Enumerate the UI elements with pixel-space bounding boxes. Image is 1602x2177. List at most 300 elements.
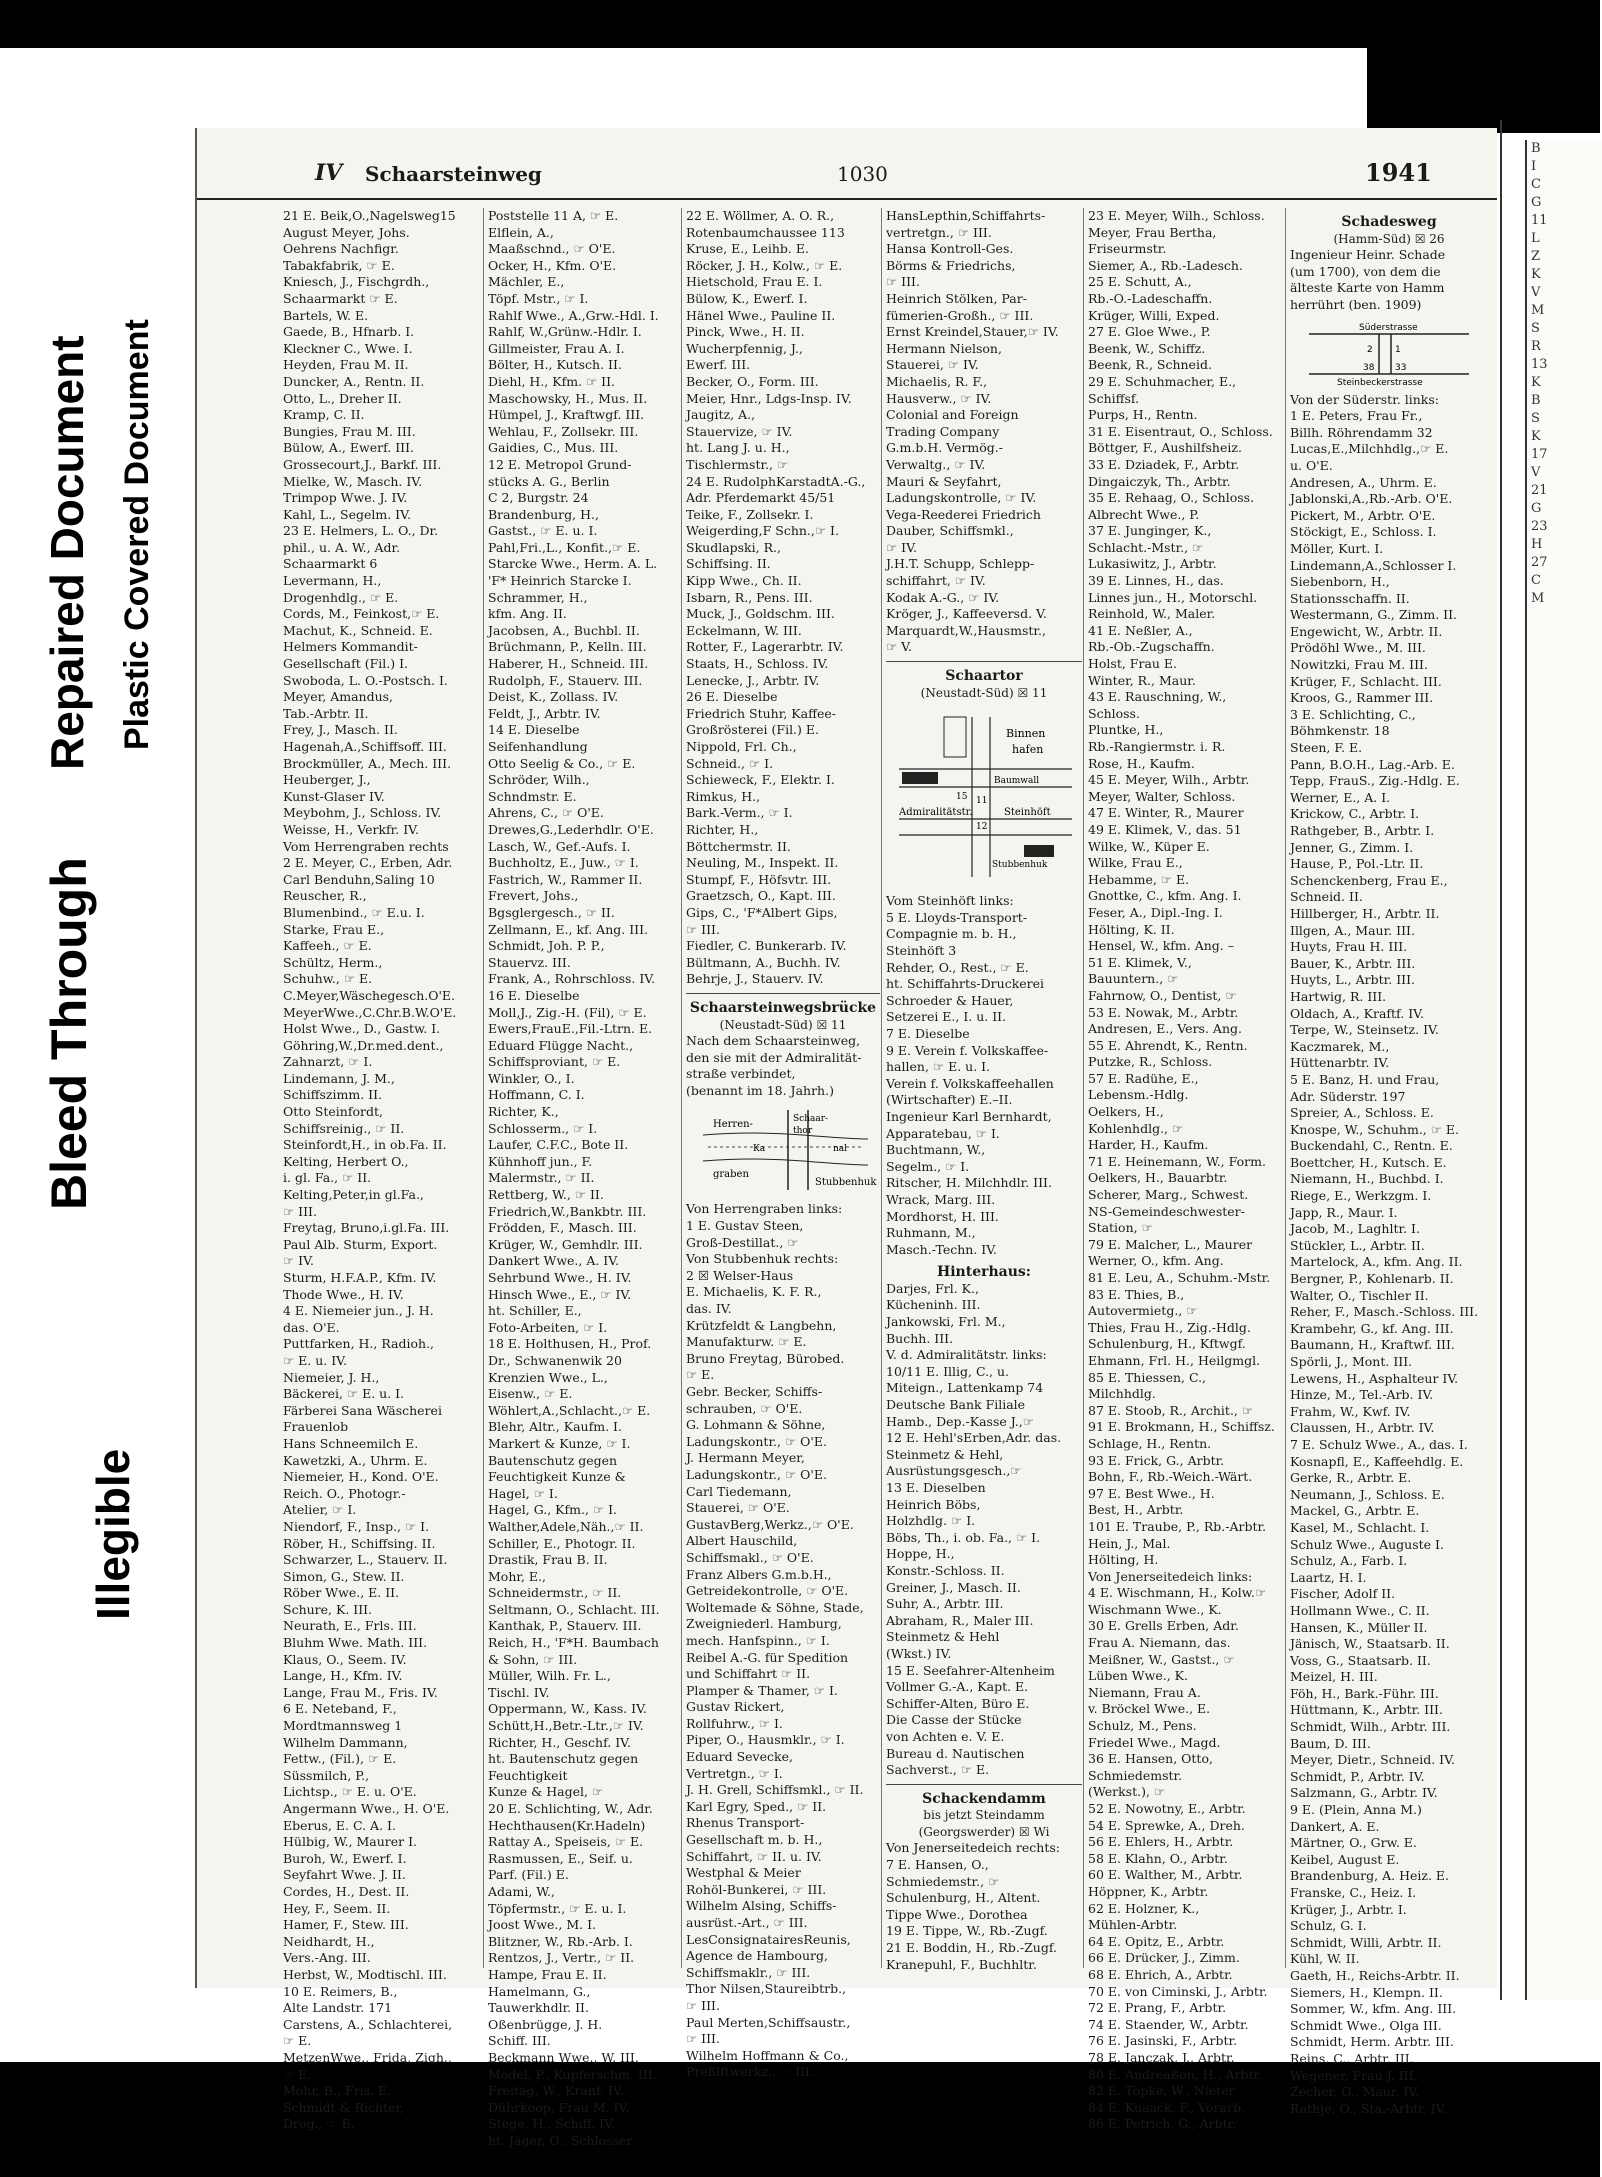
directory-entry: Staats, H., Schloss. IV. [686, 656, 829, 672]
directory-entry: Schenckenberg, Frau E., [1290, 872, 1448, 888]
directory-entry: Wrack, Marg. III. [886, 1191, 996, 1207]
directory-entry: Spörli, J., Mont. III. [1290, 1354, 1413, 1369]
directory-entry: 39 E. Linnes, H., das. [1088, 573, 1224, 589]
edge-fragment: M [1531, 303, 1545, 318]
section-title-schaartor: Schaartor [945, 668, 1023, 685]
directory-entry: Spreier, A., Schloss. E. [1290, 1105, 1434, 1121]
directory-entry: Seltmann, O., Schlacht. III. [488, 1601, 660, 1617]
edge-fragment: G [1531, 195, 1542, 210]
section-number: IV [315, 160, 343, 186]
directory-entry: 51 E. Klimek, V., [1088, 954, 1192, 970]
directory-entry: Kramp, C. II. [283, 407, 365, 423]
directory-entry: Linnes jun., H., Motorschl. [1088, 589, 1258, 605]
directory-entry: 87 E. Stoob, R., Archit., ☞ [1088, 1402, 1254, 1418]
directory-entry: Frauenlob [283, 1419, 349, 1435]
directory-entry: Muck, J., Goldschm. III. [686, 606, 835, 622]
directory-entry: Rasmussen, E., Seif. u. [488, 1850, 633, 1866]
directory-entry: Buchtmann, W., [886, 1142, 986, 1158]
directory-entry: ausrüst.-Art., ☞ III. [686, 1915, 808, 1930]
directory-entry: Diehl, H., Kfm. ☞ II. [488, 373, 616, 389]
directory-entry: Tischl. IV. [488, 1684, 550, 1700]
map-label-stubbenhuk: Stubbenhuk [815, 1177, 877, 1189]
page-gutter [1500, 120, 1512, 2000]
directory-entry: Krüger, J., Arbtr. I. [1290, 1901, 1407, 1917]
directory-entry: 7 E. Schulz Wwe., A., das. I. [1290, 1436, 1468, 1452]
edge-fragment: B [1531, 393, 1541, 408]
directory-entry: Westermann, G., Zimm. II. [1290, 607, 1458, 623]
directory-entry: Frödden, F., Masch. III. [488, 1220, 637, 1236]
directory-entry: ht. Schiller, E., [488, 1303, 582, 1319]
directory-entry: Wilhelm Dammann, [283, 1734, 408, 1750]
section-title-schackendamm: Schackendamm [922, 1790, 1046, 1807]
directory-entry: älteste Karte von Hamm [1290, 280, 1445, 296]
directory-entry: Schmidt & Richter, [283, 2099, 405, 2115]
directory-entry: Elflein, A., [488, 224, 554, 240]
directory-entry: Reuscher, R., [283, 888, 367, 904]
directory-entry: Blitzner, W., Rb.-Arb. I. [488, 1933, 633, 1949]
directory-entry: Kaczmarek, M., [1290, 1038, 1390, 1054]
directory-entry: (Wkst.) IV. [886, 1645, 952, 1661]
directory-entry: 18 E. Holthusen, H., Prof. [488, 1336, 652, 1352]
directory-entry: Bölter, H., Kutsch. II. [488, 357, 622, 373]
directory-entry: Stumpf, F., Höfsvtr. III. [686, 871, 832, 887]
directory-entry: Maaßschnd., ☞ O'E. [488, 241, 616, 257]
directory-entry: Vers.-Ang. III. [283, 1950, 371, 1966]
directory-entry: NS-Gemeindeschwester- [1088, 1203, 1245, 1219]
directory-entry: Deutsche Bank Filiale [886, 1397, 1026, 1413]
directory-entry: ☞ V. [886, 639, 912, 655]
directory-entry: Carl Benduhn,Saling 10 [283, 871, 435, 887]
directory-entry: Lindemann,A.,Schlosser I. [1290, 557, 1457, 573]
edge-fragment: V [1531, 465, 1541, 480]
directory-entry: 83 E. Thies, B., [1088, 1286, 1185, 1302]
directory-entry: Drog., ☞ E. [283, 2116, 355, 2132]
directory-entry: Börms & Friedrichs, [886, 257, 1016, 273]
directory-entry: Kipp Wwe., Ch. II. [686, 573, 802, 589]
directory-entry: 85 E. Thiessen, C., [1088, 1369, 1207, 1385]
directory-entry: Hollmann Wwe., C. II. [1290, 1602, 1430, 1618]
directory-entry: 82 E. Töpke, W., Nieter [1088, 2083, 1235, 2099]
directory-entry: 15 E. Seefahrer-Altenheim [886, 1662, 1055, 1678]
directory-entry: hallen, ☞ E. u. I. [886, 1059, 991, 1075]
directory-entry: Ocker, H., Kfm. O'E. [488, 257, 617, 273]
directory-entry: Herbst, W., Modtischl. III. [283, 1966, 447, 1982]
directory-entry: Oelkers, H., Bauarbtr. [1088, 1170, 1228, 1186]
directory-entry: 1 E. Peters, Frau Fr., [1290, 408, 1423, 424]
directory-entry: Brandenburg, A. Heiz. E. [1290, 1868, 1449, 1884]
directory-entry: Jankowski, Frl. M., [886, 1314, 1006, 1330]
directory-entry: Billh. Röhrendamm 32 [1290, 424, 1433, 440]
directory-entry: Hampe, Frau E. II. [488, 1966, 607, 1982]
directory-entry: Feuchtigkeit Kunze & [488, 1469, 626, 1485]
directory-entry: Meyer, Dietr., Schneid. IV. [1290, 1752, 1455, 1768]
directory-entry: Laufer, C.F.C., Bote II. [488, 1137, 629, 1153]
directory-entry: Drogenhdlg., ☞ E. [283, 589, 399, 605]
directory-entry: 12 E. Metropol Grund- [488, 456, 632, 472]
edge-fragment: G [1531, 501, 1542, 516]
directory-entry: ☞ IV. [886, 539, 917, 555]
directory-entry: Piper, O., Hausmklr., ☞ I. [686, 1732, 845, 1748]
directory-entry: Machut, K., Schneid. E. [283, 622, 433, 638]
directory-entry: Groß-Destillat., ☞ [686, 1234, 799, 1250]
section-sub-schaartor: (Neustadt-Süd) ☒ 11 [920, 685, 1048, 700]
directory-entry: 10/11 E. Illig, C., u. [886, 1363, 1010, 1379]
map-label-herren: Herren- [713, 1119, 753, 1131]
directory-entry: Gebr. Becker, Schiffs- [686, 1384, 823, 1399]
directory-entry: Von Stubbenhuk rechts: [686, 1251, 839, 1267]
directory-entry: Keibel, August E. [1290, 1851, 1400, 1867]
directory-entry: Jacobsen, A., Buchbl. II. [488, 622, 640, 638]
directory-entry: Jablonski,A.,Rb.-Arb. O'E. [1290, 491, 1453, 507]
directory-entry: Otto Seelig & Co., ☞ E. [488, 755, 636, 771]
directory-entry: Schwarzer, L., Stauerv. II. [283, 1552, 448, 1568]
directory-entry: 45 E. Meyer, Wilh., Arbtr. [1088, 772, 1250, 788]
map-label-steinhoeft: Steinhöft [1004, 807, 1051, 819]
directory-entry: Schiffer-Alten, Büro E. [886, 1695, 1030, 1711]
directory-entry: Knospe, W., Schuhm., ☞ E. [1290, 1121, 1460, 1137]
directory-entry: J.H.T. Schupp, Schlepp- [886, 556, 1035, 572]
directory-entry: Schiffahrt, ☞ II. u. IV. [686, 1848, 822, 1864]
directory-entry: Reibel A.-G. für Spedition [686, 1649, 849, 1665]
directory-entry: ☞ III. [686, 2031, 720, 2047]
directory-entry: Marquardt,W.,Hausmstr., [886, 622, 1046, 638]
directory-entry: Fahrnow, O., Dentist, ☞ [1088, 987, 1237, 1003]
directory-entry: Nowitzki, Frau M. III. [1290, 657, 1428, 673]
directory-entry: Rentzos, J., Vertr., ☞ II. [488, 1950, 635, 1966]
directory-entry: Scherer, Marg., Schwest. [1088, 1187, 1249, 1203]
directory-entry: Niemeier, H., Kond. O'E. [283, 1469, 439, 1485]
directory-entry: Kühl, W. II. [1290, 1951, 1360, 1967]
directory-entry: Eckelmann, W. III. [686, 622, 802, 638]
directory-entry: 6 E. Neteband, F., [283, 1701, 397, 1717]
directory-entry: Verein f. Volkskaffeehallen [886, 1075, 1054, 1091]
directory-entry: 33 E. Dziadek, F., Arbtr. [1088, 456, 1240, 472]
directory-entry: GustavBerg,Werkz.,☞ O'E. [686, 1516, 854, 1532]
directory-entry: Terpe, W., Steinsetz. IV. [1290, 1022, 1439, 1038]
map-label-steinbecker: Steinbeckerstrasse [1337, 377, 1423, 388]
directory-entry: Zellmann, E., kf. Ang. III. [488, 921, 648, 937]
directory-entry: Weisse, H., Verkfr. IV. [283, 821, 419, 837]
directory-entry: Wegener, Frau J. III. [1290, 2067, 1418, 2083]
directory-entry: Kröger, J., Kaffeeversd. V. [886, 606, 1047, 622]
directory-entry: straße verbindet, [686, 1066, 796, 1082]
directory-entry: Schmidt, P., Arbtr. IV. [1290, 1768, 1425, 1784]
directory-entry: Gaidies, C., Mus. III. [488, 440, 619, 456]
directory-entry: das. O'E. [283, 1319, 340, 1335]
directory-entry: Walther,Adele,Näh.,☞ II. [488, 1518, 644, 1534]
bruecke-map [693, 1105, 877, 1195]
directory-entry: Kühnhoff jun., F. [488, 1153, 593, 1169]
directory-entry: phil., u. A. W., Adr. [283, 539, 401, 555]
directory-entry: Von Herrengraben links: [686, 1201, 843, 1217]
directory-entry: 68 E. Ehrich, A., Arbtr. [1088, 1966, 1233, 1982]
directory-entry: Rettberg, W., ☞ II. [488, 1187, 604, 1203]
edge-fragment: 17 [1531, 447, 1548, 462]
directory-entry: Bültmann, A., Buchh. IV. [686, 954, 841, 970]
directory-entry: Agence de Hambourg, [686, 1948, 828, 1964]
directory-entry: 26 E. Dieselbe [686, 689, 778, 705]
directory-entry: 37 E. Junginger, K., [1088, 523, 1212, 539]
directory-entry: Schaarmarkt 6 [283, 556, 378, 572]
next-page-edge [1525, 140, 1602, 2000]
directory-entry: Alte Landstr. 171 [283, 2000, 393, 2016]
directory-entry: 12 E. Hehl'sErben,Adr. das. [886, 1430, 1062, 1446]
directory-entry: Kruse, E., Leihb. E. [686, 241, 809, 257]
map-label-38: 38 [1363, 362, 1375, 373]
directory-entry: von Achten e. V. E. [886, 1728, 1005, 1744]
directory-entry: 20 E. Schlichting, W., Adr. [488, 1801, 653, 1816]
directory-entry: Trimpop Wwe. J. IV. [283, 490, 408, 506]
directory-entry: Schmidt, Willi, Arbtr. II. [1290, 1934, 1442, 1950]
directory-entry: Wilke, Frau E., [1088, 855, 1183, 871]
directory-entry: J. H. Grell, Schiffsmkl., ☞ II. [686, 1782, 864, 1798]
directory-entry: Rhenus Transport- [686, 1815, 805, 1831]
bleed-through-label: Bleed Through [41, 857, 97, 1210]
directory-entry: Gustav Rickert, [686, 1699, 785, 1715]
directory-entry: 79 E. Malcher, L., Maurer [1088, 1236, 1253, 1252]
edge-fragment: M [1531, 591, 1545, 606]
directory-entry: Wilhelm Hoffmann & Co., [686, 2047, 849, 2063]
directory-entry: Schneidermstr., ☞ II. [488, 1585, 622, 1601]
directory-entry: Krützfeldt & Langbehn, [686, 1317, 837, 1333]
directory-entry: Reinhold, W., Maler. [1088, 606, 1216, 622]
directory-entry: 7 E. Hansen, O., [886, 1857, 989, 1873]
directory-entry: Maschowsky, H., Mus. II. [488, 390, 648, 406]
directory-entry: Ritscher, H. Milchhdlr. III. [886, 1175, 1052, 1191]
directory-entry: 62 E. Holzner, K., [1088, 1900, 1200, 1916]
directory-entry: Rahlf Wwe., A.,Grw.-Hdl. I. [488, 307, 659, 323]
directory-entry: 35 E. Rehaag, O., Schloss. [1088, 490, 1255, 506]
directory-entry: Hamer, F., Stew. III. [283, 1917, 409, 1933]
directory-entry: Franske, C., Heiz. I. [1290, 1885, 1417, 1900]
directory-entry: Richter, K., [488, 1104, 559, 1120]
directory-entry: ht. Lang J. u. H., [686, 440, 790, 456]
map-label-thor: thor [793, 1126, 813, 1137]
directory-entry: G. Lohmann & Söhne, [686, 1417, 826, 1433]
directory-entry: Kanthak, P., Stauerv. III. [488, 1618, 642, 1634]
directory-entry: Niemann, Frau A. [1088, 1684, 1201, 1700]
directory-entry: mech. Hanfspinn., ☞ I. [686, 1632, 830, 1648]
directory-entry: Ewers,FrauE.,Fil.-Ltrn. E. [488, 1021, 653, 1037]
directory-entry: Sehrbund Wwe., H. IV. [488, 1270, 632, 1285]
directory-entry: Paul Merten,Schiffsaustr., [686, 2014, 851, 2030]
directory-entry: 56 E. Ehlers, H., Arbtr. [1088, 1834, 1234, 1850]
directory-entry: Frank, A., Rohrschloss. IV. [488, 971, 656, 987]
directory-entry: 22 E. Wöllmer, A. O. R., [686, 208, 835, 223]
directory-entry: Tepp, FrauS., Zig.-Hdlg. E. [1290, 773, 1460, 789]
directory-entry: Preßlftwerkz., ☞ III. [686, 2064, 814, 2080]
directory-entry: Lüben Wwe., K. [1088, 1668, 1188, 1684]
directory-entry: Gesellschaft m. b. H., [686, 1832, 823, 1848]
directory-entry: Kunst-Glaser IV. [283, 788, 385, 804]
directory-entry: Thies, Frau H., Zig.-Hdlg. [1088, 1319, 1251, 1335]
directory-entry: Schmiedemstr., ☞ [886, 1873, 1000, 1889]
directory-entry: Hölting, K. II. [1088, 921, 1175, 937]
directory-entry: Eberus, E. C. A. I. [283, 1817, 396, 1833]
directory-entry: Rb.-O.-Ladeschaffn. [1088, 290, 1213, 306]
page-header [197, 158, 1497, 200]
directory-entry: & Sohn, ☞ III. [488, 1651, 578, 1667]
directory-entry: Pann, B.O.H., Lag.-Arb. E. [1290, 756, 1455, 772]
directory-entry: Salzmann, G., Arbtr. IV. [1290, 1785, 1438, 1801]
directory-entry: Richter, H., [686, 821, 759, 837]
directory-entry: Oelkers, H., [1088, 1104, 1164, 1120]
directory-entry: Buchholtz, E., Juw., ☞ I. [488, 855, 639, 871]
directory-entry: Steinmetz & Hehl, [886, 1446, 1004, 1462]
directory-entry: Kodak A.-G., ☞ IV. [886, 589, 1000, 605]
directory-entry: Thor Nilsen,Staureibtrb., [686, 1981, 847, 1997]
directory-entry: Kroos, G., Rammer III. [1290, 690, 1434, 706]
directory-entry: Feldt, J., Arbtr. IV. [488, 705, 601, 721]
directory-entry: 76 E. Jasinski, F., Arbtr. [1088, 2033, 1238, 2049]
directory-entry: Gnottke, C., kfm. Ang. I. [1088, 888, 1242, 904]
directory-entry: Plamper & Thamer, ☞ I. [686, 1682, 838, 1698]
directory-entry: 21 E. Boddin, H., Rb.-Zugf. [886, 1940, 1057, 1956]
section-sub-schadesweg: (Hamm-Süd) ☒ 26 [1333, 231, 1445, 246]
directory-entry: Weigerding,F Schn.,☞ I. [686, 523, 839, 539]
directory-entry: Sturm, H.F.A.P., Kfm. IV. [283, 1270, 437, 1285]
directory-entry: Schmidt, Wilh., Arbtr. III. [1290, 1719, 1451, 1735]
directory-entry: Steinhöft 3 [886, 943, 957, 958]
directory-entry: Vom Herrengraben rechts [283, 838, 449, 854]
directory-entry: Rb.-Rangiermstr. i. R. [1088, 739, 1226, 754]
directory-entry: 81 E. Leu, A., Schuhm.-Mstr. [1088, 1270, 1271, 1285]
year: 1941 [1365, 158, 1432, 187]
directory-entry: 2 ☒ Welser-Haus [686, 1267, 794, 1283]
directory-entry: ht. Jäger, O., Schlosser [488, 2132, 633, 2148]
directory-entry: Huyts, Frau H. III. [1290, 939, 1408, 955]
directory-entry: Best, H., Arbtr. [1088, 1502, 1184, 1518]
section-sub-schackendamm: bis jetzt Steindamm [923, 1808, 1045, 1823]
directory-entry: Gastst., ☞ E. u. I. [488, 523, 598, 539]
directory-entry: Schiller, E., Photogr. II. [488, 1535, 636, 1551]
directory-entry: Stege, H., Schiff. IV. [488, 2116, 615, 2132]
directory-entry: Bluhm Wwe. Math. III. [283, 1635, 428, 1651]
directory-entry: Brockmüller, A., Mech. III. [283, 755, 452, 771]
directory-entry: Siebenborn, H., [1290, 574, 1390, 590]
directory-entry: Frey, J., Masch. II. [283, 722, 398, 738]
directory-page [195, 128, 1497, 2148]
directory-entry: Joost Wwe., M. I. [488, 1917, 596, 1933]
directory-entry: 71 E. Heinemann, W., Form. [1088, 1153, 1266, 1169]
map-label-suederstrasse: Süderstrasse [1359, 322, 1418, 333]
directory-entry: Angermann Wwe., H. O'E. [283, 1801, 450, 1816]
directory-entry: Schröder, Wilh., [488, 772, 590, 788]
directory-entry: Isbarn, R., Pens. III. [686, 589, 813, 605]
directory-entry: Vom Steinhöft links: [886, 893, 1014, 909]
directory-entry: Rb.-Ob.-Zugschaffn. [1088, 639, 1215, 655]
directory-entry: Schroeder & Hauer, [886, 992, 1014, 1008]
directory-entry: Schmiedemstr. [1088, 1767, 1183, 1783]
directory-entry: Gillmeister, Frau A. I. [488, 340, 625, 356]
directory-entry: Lucas,E.,Milchhdlg.,☞ E. [1290, 441, 1449, 457]
directory-entry: Dankert, A. E. [1290, 1818, 1380, 1834]
directory-entry: Rose, H., Kaufm. [1088, 755, 1195, 771]
directory-entry: 70 E. von Ciminski, J., Arbtr. [1088, 1983, 1268, 1999]
divider [686, 993, 880, 994]
directory-entry: ☞ III. [686, 921, 720, 937]
directory-entry: Steinfordt,H., in ob.Fa. II. [283, 1137, 447, 1153]
directory-entry: Möller, Kurt. I. [1290, 540, 1384, 556]
directory-entry: Fettw., (Fil.), ☞ E. [283, 1751, 397, 1767]
directory-entry: Mühlen-Arbtr. [1088, 1917, 1178, 1933]
directory-entry: Niemeier, J. H., [283, 1369, 380, 1385]
directory-entry: Darjes, Frl. K., [886, 1280, 979, 1296]
directory-entry: Trading Company [886, 423, 1000, 439]
directory-entry: Tauwerkhdlr. II. [488, 2000, 589, 2016]
directory-entry: Thode Wwe., H. IV. [283, 1286, 404, 1302]
directory-entry: 9 E. (Plein, Anna M.) [1290, 1802, 1422, 1818]
directory-entry: vertretgn., ☞ III. [886, 224, 992, 240]
directory-entry: Röcker, J. H., Kolw., ☞ E. [686, 257, 843, 273]
directory-entry: Manufakturw. ☞ E. [686, 1334, 807, 1350]
directory-entry: Fastrich, W., Rammer II. [488, 871, 643, 887]
directory-entry: Niemann, H., Buchbd. I. [1290, 1171, 1444, 1187]
directory-entry: Wucherpfennig, J., [686, 340, 803, 356]
directory-entry: Krüger, F., Schlacht. III. [1290, 673, 1442, 689]
directory-entry: Markert & Kunze, ☞ I. [488, 1435, 631, 1451]
directory-entry: Hause, P., Pol.-Ltr. II. [1290, 856, 1424, 872]
directory-entry: Kleckner C., Wwe. I. [283, 340, 413, 356]
directory-entry: Feser, A., Dipl.-Ing. I. [1088, 904, 1223, 920]
header-street: Schaarsteinweg [365, 162, 542, 186]
directory-entry: ☞ III. [686, 1997, 720, 2013]
directory-entry: Stauervz. III. [488, 954, 571, 970]
directory-entry: Die Casse der Stücke [886, 1712, 1022, 1728]
directory-entry: (um 1700), von dem die [1290, 263, 1441, 279]
directory-entry: 25 E. Schutt, A., [1088, 274, 1192, 290]
directory-entry: Böttger, F., Aushilfsheiz. [1088, 440, 1242, 456]
schadesweg-map [1299, 318, 1479, 388]
directory-entry: Bartels, W. E. [283, 307, 369, 323]
directory-entry: Schmidt, Herm. Arbtr. III. [1290, 2034, 1454, 2050]
directory-entry: Bauer, K., Arbtr. III. [1290, 955, 1416, 971]
directory-entry: Masch.-Techn. IV. [886, 1241, 998, 1257]
directory-entry: Meyer, Frau Bertha, [1088, 224, 1217, 240]
directory-entry: Jänisch, W., Staatsarb. II. [1290, 1636, 1450, 1652]
edge-fragment: I [1531, 159, 1537, 174]
directory-entry: Wischmann Wwe., K. [1088, 1601, 1222, 1617]
edge-fragment: 27 [1531, 555, 1548, 570]
directory-entry: Bauuntern., ☞ [1088, 971, 1179, 987]
directory-entry: Von Jenerseitedeich rechts: [886, 1840, 1060, 1856]
section-title-bruecke: Schaarsteinwegsbrücke [689, 999, 877, 1016]
directory-entry: Cords, M., Feinkost,☞ E. [283, 606, 440, 622]
directory-entry: Hensel, W., kfm. Ang. – [1088, 938, 1234, 954]
directory-entry: Adami, W., [488, 1883, 555, 1899]
directory-entry: Hümpel, J., Kraftwgf. III. [488, 407, 645, 423]
map-label-nal: nal [833, 1144, 848, 1155]
directory-entry: Brandenburg, H., [488, 506, 599, 522]
directory-entry: Ehmann, Frl. H., Heilgmgl. [1088, 1352, 1261, 1368]
directory-entry: Wilke, W., Küper E. [1088, 838, 1210, 854]
directory-entry: Hüttenarbtr. IV. [1290, 1055, 1390, 1071]
directory-entry: 5 E. Banz, H. und Frau, [1290, 1071, 1440, 1087]
directory-entry: Stauerei, ☞ O'E. [686, 1500, 790, 1516]
directory-entry: Buckendahl, C., Rentn. E. [1290, 1138, 1453, 1154]
directory-entry: Ladungskontrolle, ☞ IV. [886, 490, 1037, 506]
directory-entry: 36 E. Hansen, Otto, [1088, 1751, 1213, 1767]
directory-entry: Mohr, E., [488, 1568, 546, 1584]
directory-entry: i. gl. Fa., ☞ II. [283, 1170, 372, 1186]
directory-entry: Kasel, M., Schlacht. I. [1290, 1519, 1430, 1535]
directory-entry: Stauervize, ☞ IV. [686, 423, 793, 439]
directory-entry: Purps, H., Rentn. [1088, 407, 1198, 423]
directory-entry: Ernst Kreindel,Stauer,☞ IV. [886, 324, 1059, 340]
directory-entry: Schulenburg, H., Kftwgf. [1088, 1336, 1246, 1352]
directory-entry: Schiffsreinig., ☞ II. [283, 1120, 405, 1136]
directory-entry: Hoppe, H., [886, 1546, 955, 1562]
